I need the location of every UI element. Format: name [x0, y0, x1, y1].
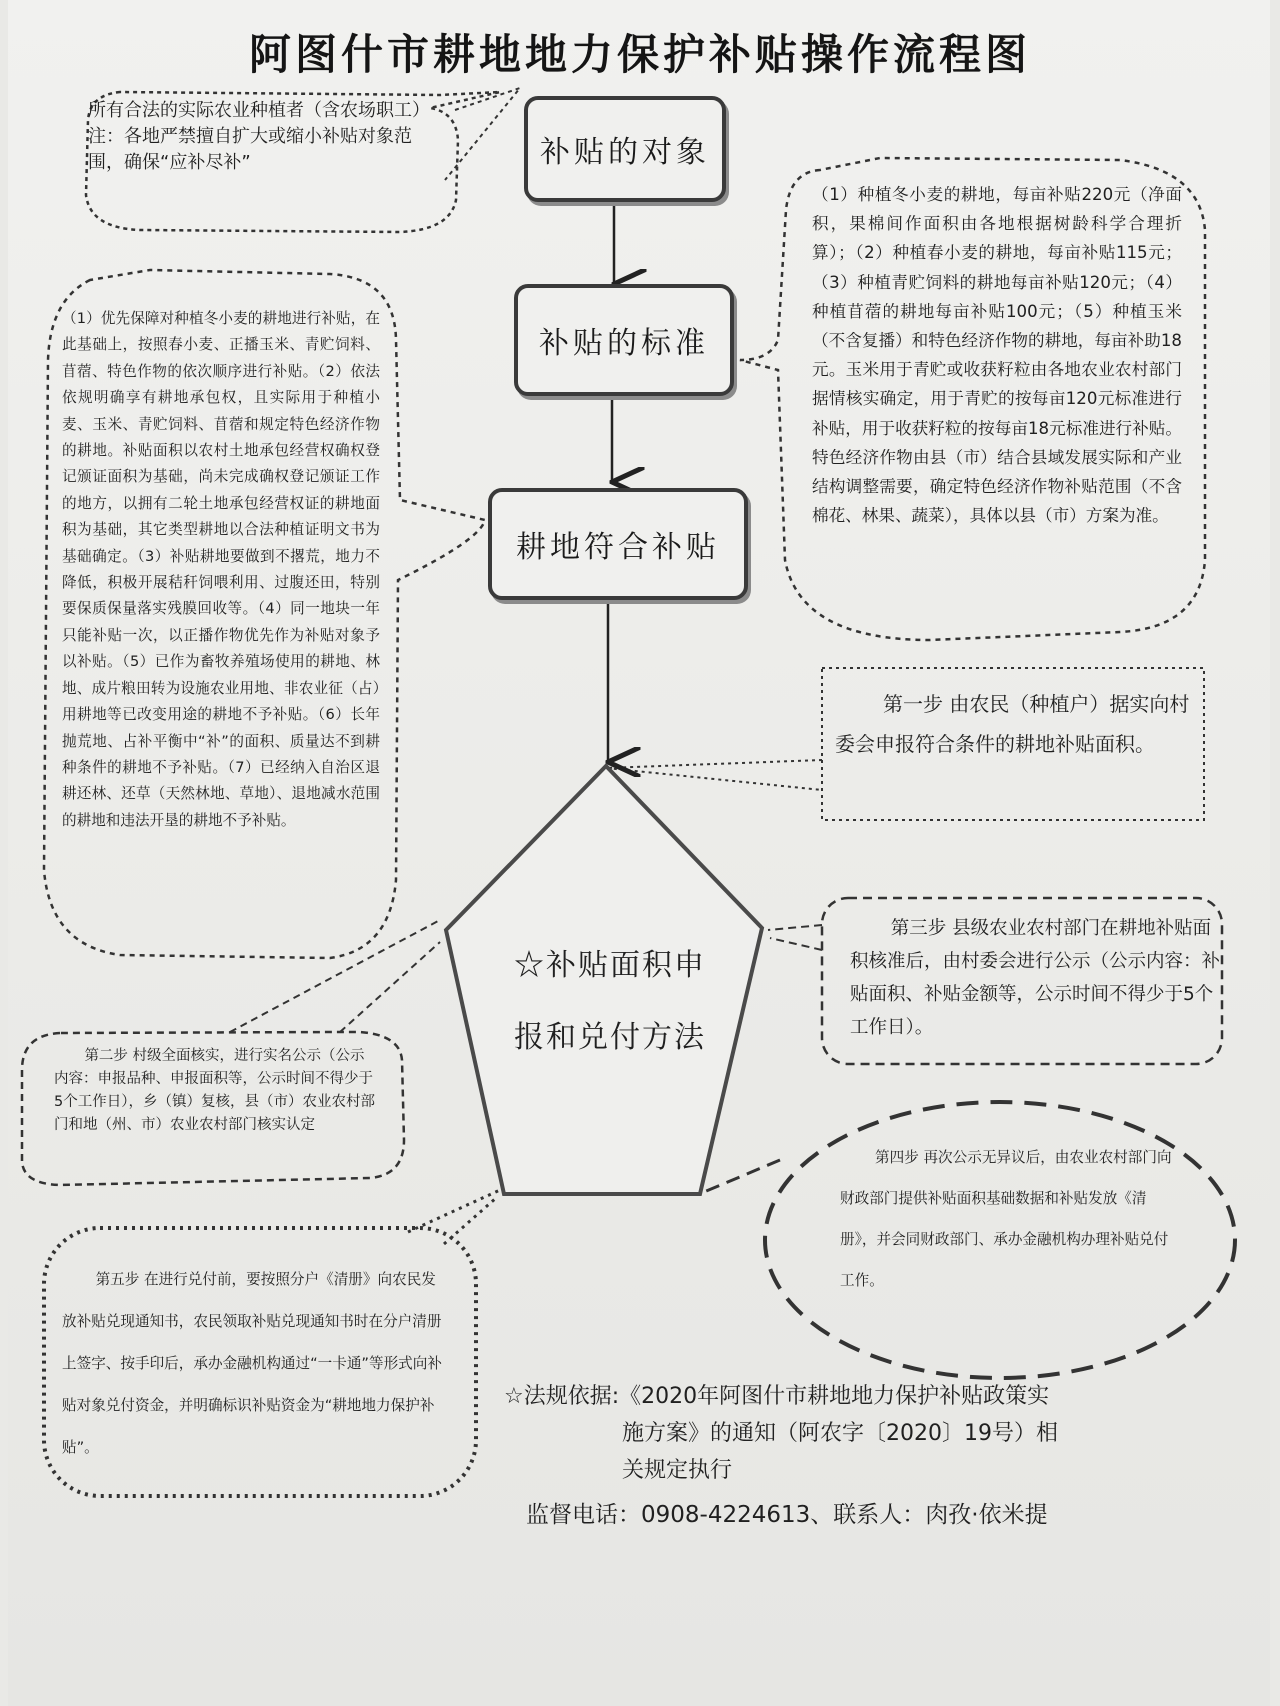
page-title: 阿图什市耕地地力保护补贴操作流程图 [248, 30, 1031, 79]
step2-text: 第二步 村级全面核实，进行实名公示（公示内容：申报品种、申报面积等，公示时间不得少于5个工作日），乡（镇）复核，县（市）农业农村部门和地（州、市）农业农村部门核实认定 [54, 1048, 375, 1133]
legal-basis [504, 1378, 1124, 1489]
box-subsidy-target: 补贴的对象 [524, 96, 726, 202]
step4-text: 第四步 再次公示无异议后，由农业农村部门向财政部门提供补贴面积基础数据和补贴发放《清册》，并会同财政部门、承办金融机构办理补贴兑付工作。 [840, 1149, 1172, 1289]
note-subsidy-standard: （1）种植冬小麦的耕地，每亩补贴220元（净面积，果棉间作面积由各地根据树龄科学合理折算）；（2）种植春小麦的耕地，每亩补贴115元；（3）种植青贮饲料的耕地每亩补贴120元；（4）种植苜蓿的耕地每亩补贴100元；（5）种植玉米（不含复播）和特色经济作物的耕地，每亩补助18元。玉米用于青贮或收获籽粒由各地农业农村部门据情核实确定，用于青贮的按每亩120元标准进行补贴，用于收获籽粒的按每亩18元标准进行补贴。特色经济作物由县（市）结合县域发展实际和产业结构调整需要，确定特色经济作物补贴范围（不含棉花、林果、蔬菜），具体以县（市）方案为准。 [812, 185, 1182, 526]
box-subsidy-standard: 补贴的标准 [514, 284, 734, 396]
pentagon-label: ☆补贴面积申报和兑付方法 [514, 948, 706, 1055]
note-eligibility-rules: （1）优先保障对种植冬小麦的耕地进行补贴，在此基础上，按照春小麦、正播玉米、青贮饲料、苜蓿、特色作物的依次顺序进行补贴。（2）依法依规明确享有耕地承包权，且实际用于种植小麦、玉米、青贮饲料、苜蓿和规定特色经济作物的耕地。补贴面积以农村土地承包经营权确权登记颁证面积为基础，尚未完成确权登记颁证工作的地方，以拥有二轮土地承包经营权证的耕地面积为基础，其它类型耕地以合法种植证明文书为基础确定。（3）补贴耕地要做到不撂荒，地力不降低，积极开展秸秆饲喂利用、过腹还田，特别要保质保量落实残膜回收等。（4）同一地块一年只能补贴一次，以正播作物优先作为补贴对象予以补贴。（5）已作为畜牧养殖场使用的耕地、林地、成片粮田转为设施农业用地、非农业征（占）用耕地等已改变用途的耕地不予补贴。（6）长年抛荒地、占补平衡中“补”的面积、质量达不到耕种条件的耕地不予补贴。（7）已经纳入自治区退耕还林、还草（天然林地、草地）、退地减水范围的耕地和违法开垦的耕地不予补贴。 [62, 310, 380, 829]
supervision-phone: 监督电话：0908-4224613、联系人：肉孜·依米提 [526, 1502, 1048, 1528]
step5-pointer [408, 1190, 500, 1244]
step3-text: 第三步 县级农业农村部门在耕地补贴面积核准后，由村委会进行公示（公示内容：补贴面积、补贴金额等，公示时间不得少于5个工作日）。 [850, 918, 1221, 1038]
step2-pointer [230, 920, 440, 1032]
legal-line-3: 关规定执行 [622, 1458, 733, 1483]
step5-text: 第五步 在进行兑付前，要按照分户《清册》向农民发放补贴兑现通知书，农民领取补贴兑现通知书时在分户清册上签字、按手印后，承办金融机构通过“一卡通”等形式向补贴对象兑付资金，并明确标识补贴资金为“耕地地力保护补贴”。 [62, 1271, 442, 1456]
step4-pointer [704, 1160, 780, 1192]
legal-line-2: 施方案》的通知（阿农字〔2020〕19号）相 [622, 1421, 1058, 1446]
note-subsidy-target: 所有合法的实际农业种植者（含农场职工） 注：各地严禁擅自扩大或缩小补贴对象范围，确保“应补尽补” [88, 100, 430, 173]
bubble-top-left-pointer [445, 88, 520, 180]
step1-pointer [606, 760, 822, 790]
step3-pointer [768, 925, 822, 950]
legal-line-1: ☆法规依据:《2020年阿图什市耕地地力保护补贴政策实 [504, 1384, 1050, 1409]
box-eligible-land: 耕地符合补贴 [488, 488, 748, 600]
step1-text: 第一步 由农民（种植户）据实向村委会申报符合条件的耕地补贴面积。 [835, 692, 1190, 756]
